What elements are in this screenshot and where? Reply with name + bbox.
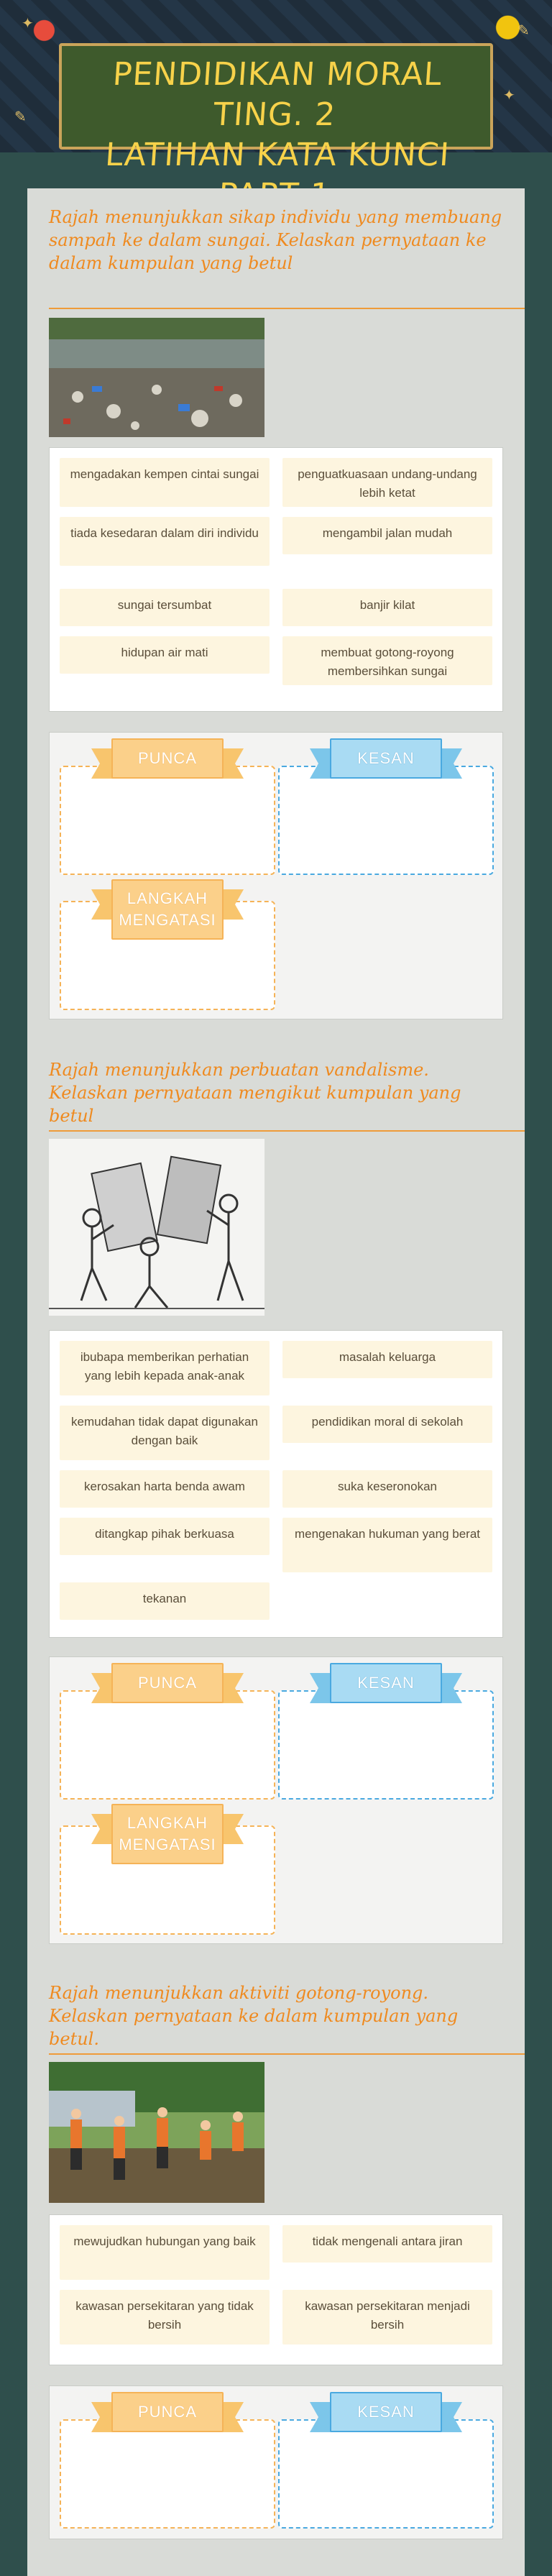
kesan-label: KESAN (313, 2392, 459, 2432)
option-chip[interactable]: ditangkap pihak berkuasa (60, 1518, 270, 1555)
categories-card-3 (49, 2385, 503, 2539)
question-2-prompt: Rajah menunjukkan perbuatan vandalisme. Kelaskan pernyataan mengikut kumpulan yang betul (49, 1060, 461, 1126)
categories-card-1 (49, 732, 503, 1019)
kesan-drop-zone[interactable] (278, 1690, 494, 1800)
content-column (27, 188, 525, 2576)
river-rubbish-photo (49, 318, 264, 437)
page-title-line-2: LATIHAN KATA KUNCI (104, 137, 451, 173)
divider (49, 1130, 525, 1132)
option-chip[interactable]: kemudahan tidak dapat digunakan dengan baik (60, 1406, 270, 1460)
punca-label: PUNCA (94, 738, 241, 779)
vandalism-sketch (49, 1139, 264, 1316)
option-chip[interactable]: ibubapa memberikan perhatian yang lebih kepada anak-anak (60, 1341, 270, 1395)
langkah-label: LANGKAH MENGATASI (94, 1804, 241, 1864)
kesan-label: KESAN (313, 738, 459, 779)
question-1-prompt: Rajah menunjukkan sikap individu yang membuang sampah ke dalam sungai. Kelaskan pernyataan ke dalam kumpulan yang betul (49, 207, 502, 273)
page-title-line-1: PENDIDIKAN MORAL TING. 2 (111, 56, 443, 133)
option-chip[interactable]: kawasan persekitaran yang tidak bersih (60, 2290, 270, 2344)
option-chip[interactable]: sungai tersumbat (60, 589, 270, 626)
divider (49, 2053, 525, 2055)
options-card-2 (49, 1330, 503, 1638)
option-chip[interactable]: penguatkuasaan undang-undang lebih ketat (282, 458, 492, 507)
option-chip[interactable]: mewujudkan hubungan yang baik (60, 2225, 270, 2280)
gotong-royong-photo (49, 2062, 264, 2203)
divider (49, 308, 525, 309)
option-chip[interactable]: suka keseronokan (282, 1470, 492, 1508)
option-chip[interactable]: tidak mengenali antara jiran (282, 2225, 492, 2263)
kesan-drop-zone[interactable] (278, 2419, 494, 2529)
punca-drop-zone[interactable] (60, 1690, 275, 1800)
star-icon: ✦ (503, 86, 515, 104)
punca-label: PUNCA (94, 2392, 241, 2432)
header-banner (0, 0, 552, 173)
option-chip[interactable]: masalah keluarga (282, 1341, 492, 1378)
option-chip[interactable]: hidupan air mati (60, 636, 270, 674)
star-icon: ✦ (22, 14, 34, 32)
option-chip[interactable]: banjir kilat (282, 589, 492, 626)
options-card-1 (49, 447, 503, 712)
question-3-prompt: Rajah menunjukkan aktiviti gotong-royong. Kelaskan pernyataan ke dalam kumpulan yang betul. (49, 1983, 459, 2049)
option-chip[interactable]: membuat gotong-royong membersihkan sungai (282, 636, 492, 685)
langkah-label: LANGKAH MENGATASI (94, 879, 241, 940)
option-chip[interactable]: mengadakan kempen cintai sungai (60, 458, 270, 507)
punca-label: PUNCA (94, 1663, 241, 1703)
option-chip[interactable]: tiada kesedaran dalam diri individu (60, 517, 270, 566)
option-chip[interactable]: tekanan (60, 1582, 270, 1620)
option-chip[interactable]: mengenakan hukuman yang berat (282, 1518, 492, 1572)
kesan-label: KESAN (313, 1663, 459, 1703)
pencil-icon: ✎ (14, 108, 27, 125)
kesan-drop-zone[interactable] (278, 766, 494, 875)
option-chip[interactable]: pendidikan moral di sekolah (282, 1406, 492, 1443)
punca-drop-zone[interactable] (60, 2419, 275, 2529)
punca-drop-zone[interactable] (60, 766, 275, 875)
option-chip[interactable]: kawasan persekitaran menjadi bersih (282, 2290, 492, 2344)
option-chip[interactable]: kerosakan harta benda awam (60, 1470, 270, 1508)
options-card-3 (49, 2214, 503, 2365)
categories-card-2 (49, 1656, 503, 1944)
option-chip[interactable]: mengambil jalan mudah (282, 517, 492, 554)
pencil-icon: ✎ (518, 22, 530, 39)
title-board (59, 43, 493, 173)
